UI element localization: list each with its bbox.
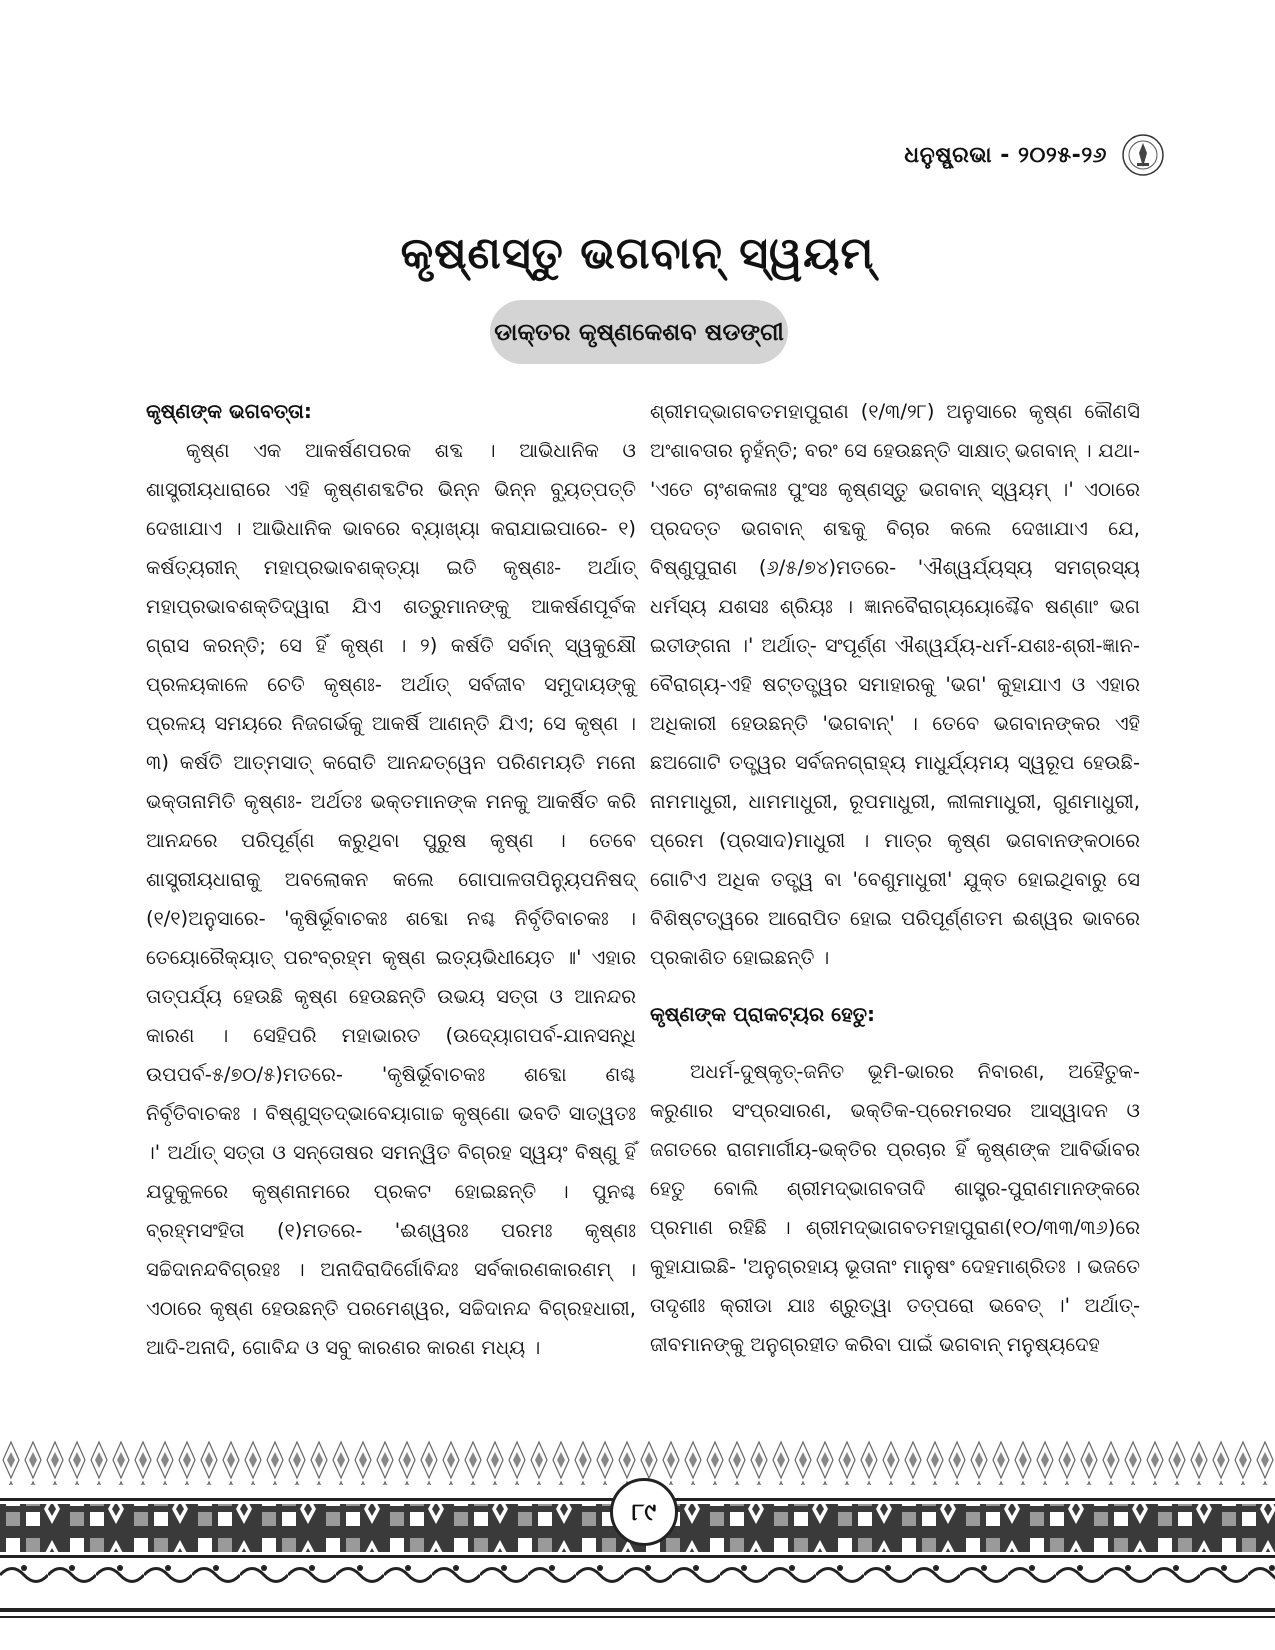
running-title: ଧନୁଷ୍ପ୍ରଭା - ୨୦୨୫-୨୬ xyxy=(904,142,1107,168)
body-paragraph: କୃଷ୍ଣ ଏକ ଆକର୍ଷଣପରକ ଶବ୍ଦ । ଆଭିଧାନିକ ଓ ଶାସ୍ତ୍ରୀୟଧାରାରେ ଏହି କୃଷ୍ଣଶବ୍ଦଟିର ଭିନ୍ନ ଭିନ୍ନ ବ୍ୟୁତ୍ପତ୍ତି ଦେଖାଯାଏ । ଆଭିଧାନିକ ଭାବରେ ବ୍ୟାଖ୍ୟା କରାଯାଇପାରେ- ୧) କର୍ଷତ୍ୟରୀନ୍ ମହାପ୍ରଭାବଶକ୍ତ୍ୟା ଇତି କୃଷ୍ଣଃ- ଅର୍ଥାତ୍ ମହାପ୍ରଭାବଶକ୍ତିଦ୍ୱାରା ଯିଏ ଶତ୍ରୁମାନଙ୍କୁ ଆକର୍ଷଣପୂର୍ବକ ଗ୍ରାସ କରନ୍ତି; ସେ ହିଁ କୃଷ୍ଣ । ୨) କର୍ଷତି ସର୍ବାନ୍ ସ୍ୱକୁକ୍ଷୌ ପ୍ରଳୟକାଳେ ଚେତି କୃଷ୍ଣଃ- ଅର୍ଥାତ୍ ସର୍ବଜୀବ ସମୁଦାୟଙ୍କୁ ପ୍ରଳୟ ସମୟରେ ନିଜଗର୍ଭକୁ ଆକର୍ଷି ଆଣନ୍ତି ଯିଏ; ସେ କୃଷ୍ଣ । ୩) କର୍ଷତି ଆତ୍ମସାତ୍ କରୋତି ଆନନ୍ଦତ୍ୱେନ ପରିଣମୟତି ମନୋ ଭକ୍ତାନାମିତି କୃଷ୍ଣଃ- ଅର୍ଥତଃ ଭକ୍ତମାନଙ୍କ ମନକୁ ଆକର୍ଷିତ କରି ଆନନ୍ଦରେ ପରିପୂର୍ଣ୍ଣ କରୁଥିବା ପୁରୁଷ କୃଷ୍ଣ । ତେବେ ଶାସ୍ତ୍ରୀୟଧାରାକୁ ଅବଲୋକନ କଲେ ଗୋପାଳତାପିନ୍ୟୁପନିଷଦ୍ (୧/୧)ଅନୁସାରେ- 'କୃଷିର୍ଭୂବାଚକଃ ଶବ୍ଦୋ ନଶ୍ଚ ନିର୍ବୃତିବାଚକଃ । ତେୟୋରୈକ୍ୟାତ୍ ପରଂବ୍ରହ୍ମ କୃଷ୍ଣ ଇତ୍ୟଭିଧୀୟେତ ॥' ଏହାର ତାତ୍ପର୍ଯ୍ୟ ହେଉଛି କୃଷ୍ଣ ହେଉଛନ୍ତି ଉଭୟ ସତ୍ତା ଓ ଆନନ୍ଦର କାରଣ । ସେହିପରି ମହାଭାରତ (ଉଦ୍ୟୋଗପର୍ବ-ଯାନସନ୍ଧି ଉପପର୍ବ-୫/୭୦/୫)ମତରେ- 'କୃଷିର୍ଭୂବାଚକଃ ଶବ୍ଦୋ ଣଶ୍ଚ ନିର୍ବୃତିବାଚକଃ । ବିଷ୍ଣୁସ୍ତଦ୍ଭାବେୟାଗାଚ୍ଚ କୃଷ୍ଣୋ ଭବତି ସାତ୍ୱତଃ ।' ଅର୍ଥାତ୍ ସତ୍ତା ଓ ସନ୍ତୋଷର ସମନ୍ୱିତ ବିଗ୍ରହ ସ୍ୱୟଂ ବିଷ୍ଣୁ ହିଁ ଯଦୁକୁଳରେ କୃଷ୍ଣନାମରେ ପ୍ରକଟ ହୋଇଛନ୍ତି । ପୁନଶ୍ଚ ବ୍ରହ୍ମସଂହିତା (୧)ମତରେ- 'ଈଶ୍ୱରଃ ପରମଃ କୃଷ୍ଣଃ ସଚ୍ଚିଦାନନ୍ଦବିଗ୍ରହଃ । ଅନାଦିରାଦିର୍ଗୋବିନ୍ଦଃ ସର୍ବକାରଣକାରଣମ୍ । ଏଠାରେ କୃଷ୍ଣ ହେଉଛନ୍ତି ପରମେଶ୍ୱର, ସଚ୍ଚିଦାନନ୍ଦ ବିଗ୍ରହଧାରୀ, ଆଦି-ଅନାଦି, ଗୋବିନ୍ଦ ଓ ସବୁ କାରଣର କାରଣ ମଧ୍ୟ । xyxy=(146,439,636,1359)
right-column xyxy=(650,392,1140,1364)
article-title: କୃଷ୍ଣସ୍ତୁ ଭଗବାନ୍ ସ୍ୱୟମ୍ xyxy=(400,228,875,279)
college-emblem-icon xyxy=(1121,133,1165,177)
section-heading: କୃଷ୍ଣଙ୍କ ଭଗବତ୍ତା: xyxy=(146,399,312,423)
section-heading: କୃଷ୍ଣଙ୍କ ପ୍ରାକଟ୍ୟର ହେତୁ: xyxy=(650,1002,876,1026)
page-number-text: ୮୯ xyxy=(631,1498,657,1526)
running-header xyxy=(904,130,1165,180)
body-paragraph: ଅଧର୍ମ-ଦୁଷ୍କୃତ୍-ଜନିତ ଭୂମି-ଭାରର ନିବାରଣ, ଅହୈତୁକ-କରୁଣାର ସଂପ୍ରସାରଣ, ଭକ୍ତିକ-ପ୍ରେମରସର ଆସ୍ୱାଦନ ଓ ଜଗତରେ ରାଗମାର୍ଗୀୟ-ଭକ୍ତିର ପ୍ରଚାର ହିଁ କୃଷ୍ଣଙ୍କ ଆବିର୍ଭାବର ହେତୁ ବୋଲି ଶ୍ରୀମଦ୍ଭାଗବତାଦି ଶାସ୍ତ୍ର-ପୁରାଣମାନଙ୍କରେ ପ୍ରମାଣ ରହିଛି । ଶ୍ରୀମଦ୍ଭାଗବତମହାପୁରାଣ(୧୦/୩୩/୩୬)ରେ କୁହାଯାଇଛି- 'ଅନୁଗ୍ରହାୟ ଭୂତାନାଂ ମାନୁଷଂ ଦେହମାଶ୍ରିତଃ । ଭଜତେ ତାଦୃଶୀଃ କ୍ରୀଡା ଯାଃ ଶ୍ରୁତ୍ୱା ତତ୍ପରୋ ଭବେତ୍ ।' ଅର୍ଥାତ୍- ଜୀବମାନଙ୍କୁ ଅନୁଗ୍ରହୀତ କରିବା ପାଇଁ ଭଗବାନ୍ ମନୁଷ୍ୟଦେହ xyxy=(650,1060,1140,1356)
left-column xyxy=(146,392,636,1367)
author-byline xyxy=(490,300,788,364)
author-name: ଡାକ୍ତର କୃଷ୍ଣକେଶବ ଷଡଙ୍ଗୀ xyxy=(494,318,784,346)
page-number xyxy=(610,1478,678,1546)
body-paragraph: ଶ୍ରୀମଦ୍ଭାଗବତମହାପୁରାଣ (୧/୩/୨୮) ଅନୁସାରେ କୃଷ୍ଣ କୌଣସି ଅଂଶାବତାର ନୁହଁନ୍ତି; ବରଂ ସେ ହେଉଛନ୍ତି ସାକ୍ଷାତ୍ ଭଗବାନ୍ । ଯଥା- 'ଏତେ ଚାଂଶକଳାଃ ପୁଂସଃ କୃଷ୍ଣସ୍ତୁ ଭଗବାନ୍ ସ୍ୱୟମ୍ ।' ଏଠାରେ ପ୍ରଦତ୍ତ ଭଗବାନ୍ ଶବ୍ଦକୁ ବିଚାର କଲେ ଦେଖାଯାଏ ଯେ, ବିଷ୍ଣୁପୁରାଣ (୬/୫/୭୪)ମତରେ- 'ଐଶ୍ୱର୍ଯ୍ୟସ୍ୟ ସମଗ୍ରସ୍ୟ ଧର୍ମସ୍ୟ ଯଶସଃ ଶ୍ରିୟଃ । ଜ୍ଞାନବୈରାଗ୍ୟୟୋଶ୍ଚୈବ ଷଣ୍ଣାଂ ଭଗ ଇତୀଙ୍ଗନା ।' ଅର୍ଥାତ୍- ସଂପୂର୍ଣ୍ଣ ଐଶ୍ୱର୍ଯ୍ୟ-ଧର୍ମ-ଯଶଃ-ଶ୍ରୀ-ଜ୍ଞାନ-ବୈରାଗ୍ୟ-ଏହି ଷଟ୍ତତ୍ତ୍ୱର ସମାହାରକୁ 'ଭଗ' କୁହାଯାଏ ଓ ଏହାର ଅଧିକାରୀ ହେଉଛନ୍ତି 'ଭଗବାନ୍' । ତେବେ ଭଗବାନଙ୍କର ଏହି ଛଅଗୋଟି ତତ୍ତ୍ୱର ସର୍ବଜନଗ୍ରାହ୍ୟ ମାଧୁର୍ଯ୍ୟମୟ ସ୍ୱରୂପ ହେଉଛି- ନାମମାଧୁରୀ, ଧାମମାଧୁରୀ, ରୂପମାଧୁରୀ, ଲୀଳାମାଧୁରୀ, ଗୁଣମାଧୁରୀ, ପ୍ରେମ (ପ୍ରସାଦ)ମାଧୁରୀ । ମାତ୍ର କୃଷ୍ଣ ଭଗବାନଙ୍କଠାରେ ଗୋଟିଏ ଅଧିକ ତତ୍ତ୍ୱ ବା 'ବେଣୁମାଧୁରୀ' ଯୁକ୍ତ ହୋଇଥିବାରୁ ସେ ବିଶିଷ୍ଟତ୍ୱରେ ଆରୋପିତ ହୋଇ ପରିପୂର୍ଣ୍ଣତମ ଈଶ୍ୱର ଭାବରେ ପ୍ରକାଶିତ ହୋଇଛନ୍ତି । xyxy=(650,400,1140,969)
